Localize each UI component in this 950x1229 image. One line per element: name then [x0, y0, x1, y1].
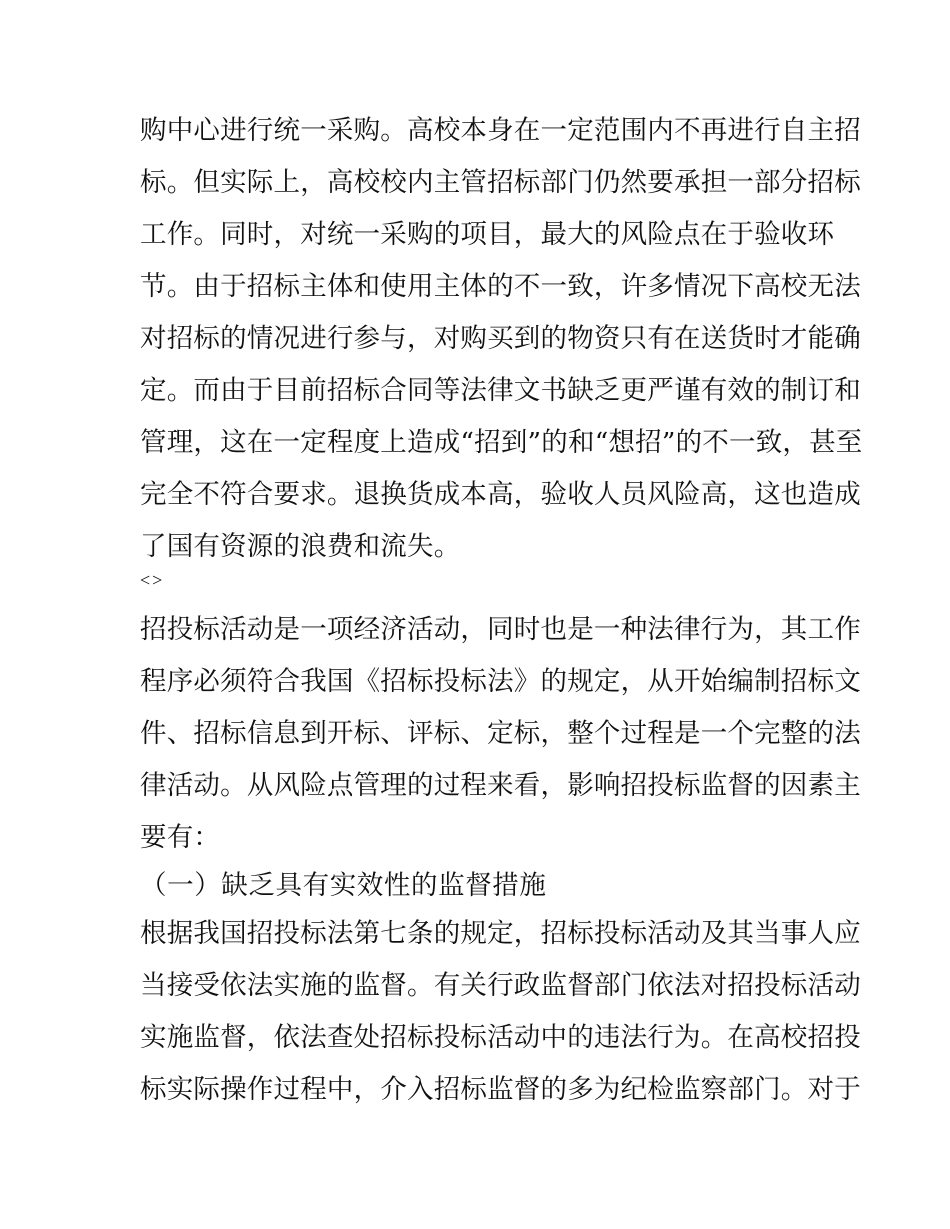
paragraph-supervision [140, 908, 861, 1116]
section-marker [140, 560, 820, 600]
text-line: 定。而由于目前招标合同等法律文书缺乏更严谨有效的制订和 [140, 375, 861, 406]
text-line: 件、招标信息到开标、评标、定标，整个过程是一个完整的法 [140, 718, 861, 749]
text-line: 工作。同时，对统一采购的项目，最大的风险点在于验收环 [140, 219, 835, 250]
text-line: 招投标活动是一项经济活动，同时也是一种法律行为，其工作 [140, 614, 861, 645]
section-heading [140, 860, 820, 912]
text-line: 当接受依法实施的监督。有关行政监督部门依法对招投标活动 [140, 970, 861, 1001]
text-line: 程序必须符合我国《招标投标法》的规定，从开始编制招标文 [140, 666, 861, 697]
paragraph-bidding-law [140, 604, 861, 864]
text-line: 完全不符合要求。退换货成本高，验收人员风险高，这也造成 [140, 479, 861, 510]
text-line: 管理，这在一定程度上造成“招到”的和“想招”的不一致，甚至 [140, 427, 863, 458]
marker-text: <> [140, 570, 165, 590]
text-line: 标。但实际上，高校校内主管招标部门仍然要承担一部分招标 [140, 167, 861, 198]
section-heading-text: （一）缺乏具有实效性的监督措施 [140, 870, 547, 901]
text-line: 实施监督，依法查处招标投标活动中的违法行为。在高校招投 [140, 1022, 861, 1053]
paragraph-procurement-risk [140, 105, 863, 573]
text-line: 标实际操作过程中，介入招标监督的多为纪检监察部门。对于 [140, 1074, 861, 1105]
text-line: 购中心进行统一采购。高校本身在一定范围内不再进行自主招 [140, 115, 861, 146]
text-line: 要有： [140, 822, 221, 853]
text-line: 根据我国招投标法第七条的规定，招标投标活动及其当事人应 [140, 918, 861, 949]
text-line: 律活动。从风险点管理的过程来看，影响招投标监督的因素主 [140, 770, 861, 801]
text-line: 节。由于招标主体和使用主体的不一致，许多情况下高校无法 [140, 271, 861, 302]
text-line: 了国有资源的浪费和流失。 [140, 531, 461, 562]
text-line: 对招标的情况进行参与，对购买到的物资只有在送货时才能确 [140, 323, 861, 354]
